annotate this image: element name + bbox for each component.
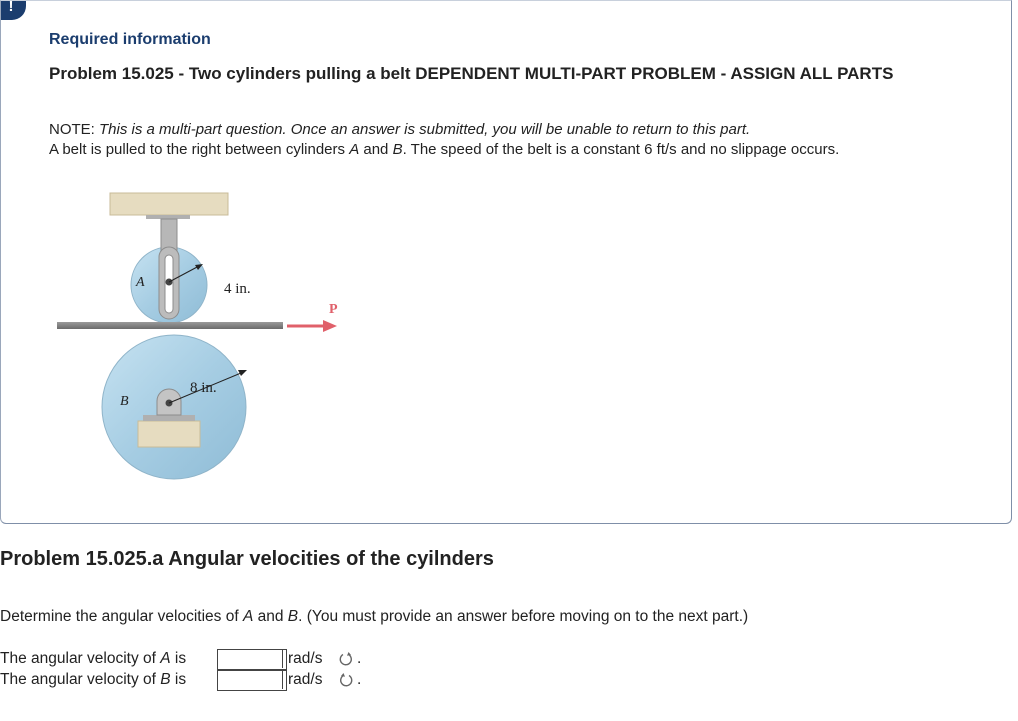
belt [57, 322, 283, 329]
problem-title: Problem 15.025 - Two cylinders pulling a belt DEPENDENT MULTI-PART PROBLEM - ASSIGN ALL PARTS [49, 64, 894, 83]
question-text: Determine the angular velocities of A and B. (You must provide an answer before moving on to the next part.) [0, 608, 749, 625]
answer-label-a: The angular velocity of A is [0, 650, 187, 667]
note-text: This is a multi-part question. Once an answer is submitted, you will be unable to return to this part. [99, 121, 751, 138]
radius-b-label: 8 in. [190, 380, 217, 396]
required-information-heading: Required information [49, 31, 211, 48]
part-title: Problem 15.025.a Angular velocities of the cyilnders [0, 548, 494, 570]
radius-a-label: 4 in. [224, 281, 251, 297]
alert-icon: ! [0, 0, 26, 20]
counterclockwise-icon[interactable] [339, 652, 353, 666]
note-label: NOTE: [49, 121, 95, 138]
top-support [110, 193, 228, 215]
label-a: A [136, 275, 145, 290]
problem-note [49, 120, 949, 160]
problem-description: A belt is pulled to the right between cylinders A and B. The speed of the belt is a constant 6 ft/s and no slippage occurs. [49, 141, 840, 158]
answer-label-b: The angular velocity of B is [0, 671, 187, 688]
force-label-p: P [329, 302, 338, 317]
angular-velocity-a-input[interactable] [217, 649, 287, 670]
clockwise-icon[interactable] [339, 673, 353, 687]
cylinders-belt-figure [53, 189, 353, 489]
unit-label-a: rad/s [282, 650, 322, 668]
angular-velocity-b-input[interactable] [217, 670, 287, 691]
force-arrow [323, 320, 337, 332]
unit-label-b: rad/s [282, 671, 322, 689]
label-b: B [120, 394, 129, 409]
